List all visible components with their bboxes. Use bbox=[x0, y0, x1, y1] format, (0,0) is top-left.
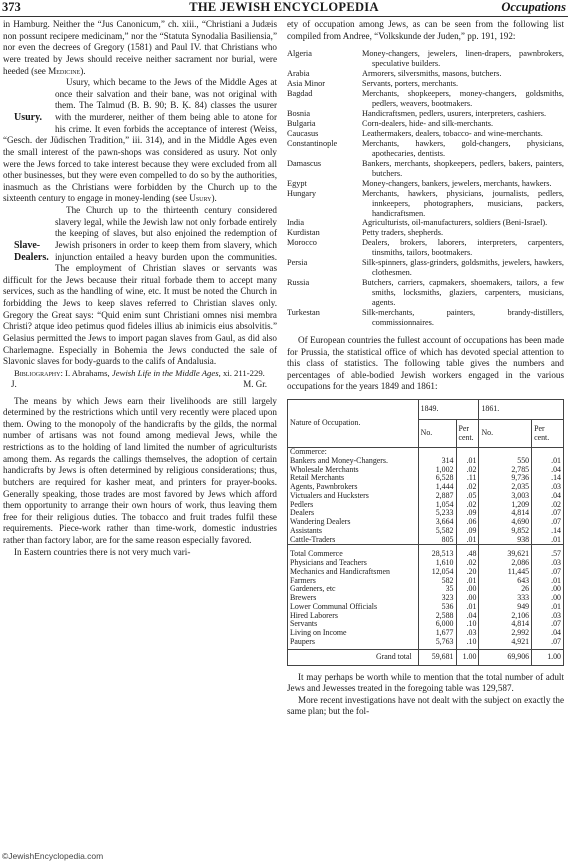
table-row-group-commerce bbox=[288, 448, 564, 545]
table-cell-line: 11,445 bbox=[507, 566, 530, 576]
table-cell-line: 805 bbox=[441, 534, 454, 544]
table-cell-line: 4,814 bbox=[511, 619, 530, 629]
table-cell-line: .03 bbox=[551, 482, 561, 492]
table-cell-line: 938 bbox=[517, 534, 530, 544]
occupation-country: Asia Minor bbox=[287, 79, 326, 89]
table-cell-line: .02 bbox=[466, 499, 477, 509]
side-heading-text: Slave- bbox=[14, 240, 41, 251]
cross-ref-medicine[interactable]: Medicine bbox=[48, 65, 81, 76]
signature-right: M. Gr. bbox=[243, 378, 267, 389]
occupation-entry bbox=[287, 189, 564, 219]
table-cell-line: .10 bbox=[466, 619, 477, 629]
paragraph-recent: More recent investigations have not dealt with the subject on exactly the same plan; but the fol- bbox=[287, 694, 564, 717]
table-cell-line: 2,035 bbox=[511, 482, 530, 492]
occupation-text: Petty traders, shepherds. bbox=[362, 228, 444, 238]
bibliography-text: : I. Abrahams, bbox=[60, 367, 112, 378]
occupation-entry bbox=[287, 159, 564, 179]
paragraph-text: Usury, which became to the Jews of the Middle Ages at once their salvation and their bane, was not original with them. The Talmud (B. B. 90; B. Ḳ. 84) classes the usurer with the murderer, neither of them being able to atone for his crime. It even forbids the acceptance of interest (Weiss, “Gesch. der Jüdischen Tradition,” iii. 314), and in the Middle Ages even the small interest of the pawn-shops was considered as usury. Not only were the Jews forced to take interest because they were excluded from all other businesses, but they were even compelled to do so by the authorities, inasmuch as the Christians were forbidden by the Church up to the sixteenth century to engage in money-lending (see bbox=[3, 77, 277, 204]
table-cell-line: Total Commerce bbox=[290, 549, 343, 559]
table-cell-line: .07 bbox=[551, 517, 561, 527]
occupation-text: Merchants, shopkeepers, money-changers, goldsmiths, pedlers, weavers, bootmakers. bbox=[362, 89, 564, 109]
occupation-text: Armorers, silversmiths, masons, butchers. bbox=[362, 69, 502, 79]
table-cell-line: 1,209 bbox=[511, 499, 530, 509]
table-cell-line: 2,086 bbox=[511, 558, 530, 568]
occupation-country: Algeria bbox=[287, 49, 312, 59]
table-cell-line: .01 bbox=[551, 601, 561, 611]
table-cell-line: .04 bbox=[551, 490, 561, 500]
prussia-occupation-table bbox=[287, 399, 564, 666]
occupation-country: Persia bbox=[287, 258, 308, 268]
table-cell-numbers bbox=[479, 545, 532, 649]
occupation-entry bbox=[287, 119, 564, 129]
occupation-text: Corn-dealers, hide- and silk-merchants. bbox=[362, 118, 494, 128]
occupation-entry bbox=[287, 49, 564, 69]
paragraph-medicine bbox=[3, 19, 277, 77]
table-cell-line: Hired Laborers bbox=[290, 610, 338, 620]
table-cell-line: 4,921 bbox=[511, 636, 530, 646]
table-cell-percents bbox=[532, 448, 564, 545]
table-cell-line: .01 bbox=[551, 455, 561, 465]
table-cell-line: 1,054 bbox=[435, 499, 454, 509]
occupation-entry bbox=[287, 109, 564, 119]
table-cell-line: Retail Merchants bbox=[290, 473, 345, 483]
table-cell-line: Brewers bbox=[290, 593, 317, 603]
grand-total-pct-1849: 1.00 bbox=[456, 649, 479, 665]
table-cell-line: Paupers bbox=[290, 636, 315, 646]
side-heading-usury bbox=[3, 112, 51, 124]
table-cell-line: Lower Communal Officials bbox=[290, 601, 378, 611]
occupation-country: India bbox=[287, 218, 305, 228]
paragraph-text: ). bbox=[80, 65, 86, 76]
table-cell-line: .01 bbox=[466, 575, 477, 585]
occupation-text: Leathermakers, dealers, tobacco- and wine-merchants. bbox=[362, 128, 543, 138]
table-cell-line: Pedlers bbox=[290, 499, 314, 509]
bibliography-title: Jewish Life in the Middle Ages bbox=[111, 367, 219, 378]
paragraph-text: ). bbox=[211, 193, 217, 204]
occupation-entry bbox=[287, 89, 564, 109]
table-cell-line: .04 bbox=[551, 628, 561, 638]
bibliography bbox=[3, 368, 277, 379]
table-cell-line: 12,054 bbox=[431, 566, 454, 576]
table-cell-line: .02 bbox=[466, 482, 477, 492]
occupation-entry bbox=[287, 238, 564, 258]
table-cell-line: .09 bbox=[466, 525, 477, 535]
occupation-text: Silk-spinners, glass-grinders, goldsmiths, jewelers, hawkers, clothesmen. bbox=[362, 258, 564, 278]
table-cell-line: Commerce: bbox=[290, 447, 327, 457]
occupation-country: Damascus bbox=[287, 158, 322, 168]
table-cell-line: 35 bbox=[445, 584, 454, 594]
table-cell-line: 2,887 bbox=[435, 490, 454, 500]
table-cell-line: Wholesale Merchants bbox=[290, 464, 359, 474]
table-cell-line: .14 bbox=[551, 473, 561, 483]
page-header bbox=[0, 0, 568, 17]
right-column bbox=[287, 19, 564, 718]
occupation-text: Agriculturists, oil-manufacturers, soldiers (Beni-Israel). bbox=[362, 218, 548, 228]
table-cell-line: .00 bbox=[551, 593, 561, 603]
table-cell-line: .06 bbox=[466, 517, 477, 527]
table-cell-line: .02 bbox=[466, 464, 477, 474]
table-cell-line: 3,003 bbox=[511, 490, 530, 500]
table-cell-line: .01 bbox=[551, 534, 561, 544]
table-cell-line: 550 bbox=[517, 455, 530, 465]
table-cell-line: .03 bbox=[551, 558, 561, 568]
occupation-country: Arabia bbox=[287, 69, 310, 79]
occupation-entry bbox=[287, 69, 564, 79]
bibliography-text: , xi. 211-229. bbox=[218, 367, 265, 378]
page-number: 373 bbox=[2, 0, 21, 14]
table-cell-line: 333 bbox=[517, 593, 530, 603]
table-cell-percents bbox=[456, 448, 479, 545]
side-heading-slave-dealers bbox=[3, 240, 51, 264]
occupation-country: Bagdad bbox=[287, 89, 313, 99]
occupation-entry bbox=[287, 139, 564, 159]
occupation-country: Bosnia bbox=[287, 108, 311, 118]
table-cell-line: 314 bbox=[441, 455, 454, 465]
table-cell-line: 1,677 bbox=[435, 628, 454, 638]
table-cell-line: 1,002 bbox=[435, 464, 454, 474]
table-cell-line: 2,992 bbox=[511, 628, 530, 638]
occupation-country: Constantinople bbox=[287, 138, 338, 148]
table-cell-line: 39,621 bbox=[507, 549, 530, 559]
bibliography-label: Bibliography bbox=[14, 367, 61, 378]
occupation-country: Bulgaria bbox=[287, 118, 316, 128]
table-cell-line: .57 bbox=[551, 549, 561, 559]
section-title: Occupations bbox=[501, 0, 566, 14]
table-cell-line: Mechanics and Handicraftsmen bbox=[290, 566, 390, 576]
paragraph-prussia: Of European countries the fullest account of occupations has been made for Prussia, the statistical office of which has devoted special attention to this class of statistics. The following table gives the numbers and percentages of able-bodied Jewish workers engaged in the various occupations for the years 1849 and 1861: bbox=[287, 334, 564, 392]
table-cell-labels bbox=[288, 448, 419, 545]
table-cell-line: 582 bbox=[441, 575, 454, 585]
table-cell-percents bbox=[532, 545, 564, 649]
table-cell-line: .07 bbox=[551, 619, 561, 629]
table-cell-line: 536 bbox=[441, 601, 454, 611]
table-cell-percents bbox=[456, 545, 479, 649]
occupation-country: Russia bbox=[287, 278, 310, 288]
occupation-text: Money-changers, bankers, jewelers, merchants, hawkers. bbox=[362, 178, 552, 188]
column-header-percent: Per cent. bbox=[532, 420, 564, 448]
table-cell-line: 9,736 bbox=[511, 473, 530, 483]
occupation-entry bbox=[287, 308, 564, 328]
table-cell-line: .07 bbox=[551, 636, 561, 646]
column-header-no: No. bbox=[418, 420, 456, 448]
table-cell-line: .07 bbox=[551, 566, 561, 576]
table-cell-line: Dealers bbox=[290, 508, 315, 518]
paragraph-usury bbox=[3, 77, 277, 205]
paragraph-eastern: In Eastern countries there is not very much vari- bbox=[14, 546, 191, 557]
cross-ref-usury[interactable]: Usury bbox=[189, 193, 212, 204]
table-cell-line: .02 bbox=[551, 499, 561, 509]
table-cell-labels bbox=[288, 545, 419, 649]
occupation-entry bbox=[287, 79, 564, 89]
table-cell-line: Cattle-Traders bbox=[290, 534, 336, 544]
table-cell-line: Physicians and Teachers bbox=[290, 558, 367, 568]
table-cell-line: 1,610 bbox=[435, 558, 454, 568]
table-cell-line: 643 bbox=[517, 575, 530, 585]
table-row-group-totals bbox=[288, 545, 564, 649]
occupation-country: Turkestan bbox=[287, 308, 320, 318]
table-cell-line: 5,582 bbox=[435, 525, 454, 535]
table-row-grand-total bbox=[288, 649, 564, 665]
occupation-country: Hungary bbox=[287, 188, 317, 198]
table-cell-numbers bbox=[479, 448, 532, 545]
table-cell-line: 28,513 bbox=[431, 549, 454, 559]
column-header-1849: 1849. bbox=[418, 400, 479, 420]
occupation-text: Merchants, hawkers, gold-changers, physicians, apothecaries, dentists. bbox=[362, 138, 564, 158]
table-cell-line: .05 bbox=[466, 490, 477, 500]
table-cell-line: Victualers and Hucksters bbox=[290, 490, 369, 500]
table-cell-line: 26 bbox=[521, 584, 530, 594]
table-cell-line: 4,814 bbox=[511, 508, 530, 518]
paragraph-variety: ety of occupation among Jews, as can be seen from the following list compiled from Andree, “Volkskunde der Juden,” pp. 191, 192: bbox=[287, 19, 564, 41]
table-cell-line: Living on Income bbox=[290, 628, 347, 638]
occupation-entry bbox=[287, 278, 564, 308]
occupation-entry bbox=[287, 258, 564, 278]
table-cell-line: .04 bbox=[466, 610, 477, 620]
table-cell-line: .00 bbox=[466, 593, 477, 603]
occupation-text: Butchers, carriers, capmakers, shoemakers, tailors, a few smiths, locksmiths, glaziers, carpenters, musicians, agents. bbox=[362, 278, 564, 308]
table-cell-line: Gardeners, etc bbox=[290, 584, 336, 594]
occupation-text: Handicraftsmen, pedlers, usurers, interpreters, cashiers. bbox=[362, 108, 547, 118]
table-cell-line: .20 bbox=[466, 566, 477, 576]
table-cell-line: 4,690 bbox=[511, 517, 530, 527]
signature-left: J. bbox=[11, 378, 17, 389]
table-cell-line: 5,763 bbox=[435, 636, 454, 646]
table-cell-line: Agents, Pawnbrokers bbox=[290, 482, 358, 492]
grand-total-label: Grand total bbox=[288, 649, 419, 665]
occupation-entry bbox=[287, 129, 564, 139]
occupation-country: Egypt bbox=[287, 178, 307, 188]
occupation-country: Kurdistan bbox=[287, 228, 320, 238]
table-cell-line: 323 bbox=[441, 593, 454, 603]
copyright-notice: ©JewishEncyclopedia.com bbox=[2, 851, 104, 861]
table-cell-line: .04 bbox=[551, 464, 561, 474]
running-title: THE JEWISH ENCYCLOPEDIA bbox=[189, 0, 379, 14]
side-heading-text: Dealers. bbox=[14, 252, 49, 263]
occupation-text: Dealers, brokers, laborers, interpreters, carpenters, tinsmiths, tailors, bootmakers. bbox=[362, 238, 564, 258]
table-cell-line: Wandering Dealers bbox=[290, 517, 351, 527]
table-cell-numbers bbox=[418, 545, 456, 649]
table-cell-line: .02 bbox=[466, 558, 477, 568]
occupation-country: Morocco bbox=[287, 238, 317, 248]
table-cell-line: 2,106 bbox=[511, 610, 530, 620]
table-cell-line: .00 bbox=[551, 584, 561, 594]
table-cell-line: .01 bbox=[466, 455, 477, 465]
occupations-list bbox=[287, 49, 564, 328]
column-header-1861: 1861. bbox=[479, 400, 564, 420]
table-cell-line: 6,528 bbox=[435, 473, 454, 483]
table-cell-line: .07 bbox=[551, 508, 561, 518]
left-column bbox=[3, 19, 277, 558]
occupation-country: Caucasus bbox=[287, 128, 319, 138]
paragraph-text: The Church up to the thirteenth century considered slavery legal, while the Jewish law not only forbade entirely the keeping of slaves, but also enjoined the redemption of Jewish prisoners in order to keep them from slavery, which injunction entailed a heavy burden upon the communities. The employment of Christian slaves or servants was difficult for the Jews because their ritual forbade them to accept many services, such as the handling of wine, etc. It must be noted the Church in forbidding the Jews to keep slaves referred to Christian slaves only. Gregory the Great says: “Quid enim sunt Christiani omnes nisi membra Christi? atque ideo petimus quod fideles illius ab inimicis eius absolvitis.” Gelasius permitted the Jews to import pagan slaves from Gaul, as did also Charlemagne. Especially in Bohemia the Jews conducted the sale of Slavonic slaves for body-guards to the califs of Andalusia. bbox=[3, 205, 277, 367]
table-cell-line: 2,785 bbox=[511, 464, 530, 474]
paragraph-text: in Hamburg. Neither the “Jus Canonicum,” ch. xiii., “Christiani a Judæis non possunt recipere medicinam,” nor the “Statuta Synodalia Basiliensia,” nor even the decrees of Gregory (1581) and Paul IV. that Christians who were treated by Jews should receive neither sacrament nor burial, were heeded (see bbox=[3, 19, 277, 76]
table-cell-line: 2,588 bbox=[435, 610, 454, 620]
table-cell-line: .03 bbox=[466, 628, 477, 638]
occupation-text: Servants, porters, merchants. bbox=[362, 79, 459, 89]
table-cell-line: .01 bbox=[466, 534, 477, 544]
table-cell-line: .01 bbox=[466, 601, 477, 611]
grand-total-pct-1861: 1.00 bbox=[532, 649, 564, 665]
table-cell-line: 3,664 bbox=[435, 517, 454, 527]
table-cell-line: .10 bbox=[466, 636, 477, 646]
occupation-text: Merchants, hawkers, physicians, journalists, pedlers, innkeepers, photographers, musicians, packers, handicraftsmen. bbox=[362, 188, 564, 218]
table-cell-line: Assistants bbox=[290, 525, 323, 535]
table-cell-line: 6,000 bbox=[435, 619, 454, 629]
paragraph-total-adults: It may perhaps be worth while to mention that the total number of adult Jews and Jewesses treated in the foregoing table was 129,587. bbox=[287, 671, 564, 694]
occupation-text: Silk-merchants, painters, brandy-distillers, commissionnaires. bbox=[362, 308, 564, 327]
table-cell-line: Farmers bbox=[290, 575, 316, 585]
table-cell-line: 9,852 bbox=[511, 525, 530, 535]
paragraph-livelihoods: The means by which Jews earn their livelihoods are still largely determined by the restrictions which until very recently were placed upon them. Owing to the monopoly of the handicrafts by the gilds, the normal number of artisans was not found among medieval Jews, while the restrictions as to the holding of land limited the number of agriculturists among them. As regards the callings themselves, the adoption of certain handicrafts by Jews is often determined by religious considerations; thus, butchers are required for kasher meat, and printers for prayer-books. Generally speaking, those trades are most favored by Jews which afford them opportunity to arrange their own hours of work, thus leaving them free for their religious duties. The tobacco and fruit trades fulfil these requirements. Piece-work rather than time-work, domestic industries rather than factory labor, are for the same reason especially favored. bbox=[3, 395, 277, 546]
paragraph-slave-dealers bbox=[3, 205, 277, 368]
table-cell-line: 1,444 bbox=[435, 482, 454, 492]
column-header-occupation: Nature of Occupation. bbox=[288, 400, 419, 448]
table-cell-line: .01 bbox=[551, 575, 561, 585]
column-header-no: No. bbox=[479, 420, 532, 448]
table-cell-line: .11 bbox=[466, 473, 477, 483]
author-signature bbox=[3, 379, 277, 390]
occupation-entry bbox=[287, 218, 564, 228]
occupation-text: Money-changers, jewelers, linen-drapers, pawnbrokers, speculative builders. bbox=[362, 49, 564, 69]
table-cell-line: .09 bbox=[466, 508, 477, 518]
grand-total-1849: 59,681 bbox=[418, 649, 456, 665]
table-cell-line: .03 bbox=[551, 610, 561, 620]
table-cell-line: .00 bbox=[466, 584, 477, 594]
table-cell-line: .14 bbox=[551, 525, 561, 535]
table-cell-line: 5,233 bbox=[435, 508, 454, 518]
table-cell-line: Bankers and Money-Changers. bbox=[290, 455, 388, 465]
column-header-percent: Per cent. bbox=[456, 420, 479, 448]
table-cell-numbers bbox=[418, 448, 456, 545]
table-cell-line: .48 bbox=[466, 549, 477, 559]
side-heading-text: Usury. bbox=[14, 112, 43, 124]
occupation-entry bbox=[287, 179, 564, 189]
occupation-entry bbox=[287, 228, 564, 238]
occupation-text: Bankers, merchants, shopkeepers, pedlers, bakers, painters, butchers. bbox=[362, 158, 564, 178]
table-cell-line: Servants bbox=[290, 619, 318, 629]
grand-total-1861: 69,906 bbox=[479, 649, 532, 665]
table-cell-line: 949 bbox=[517, 601, 530, 611]
